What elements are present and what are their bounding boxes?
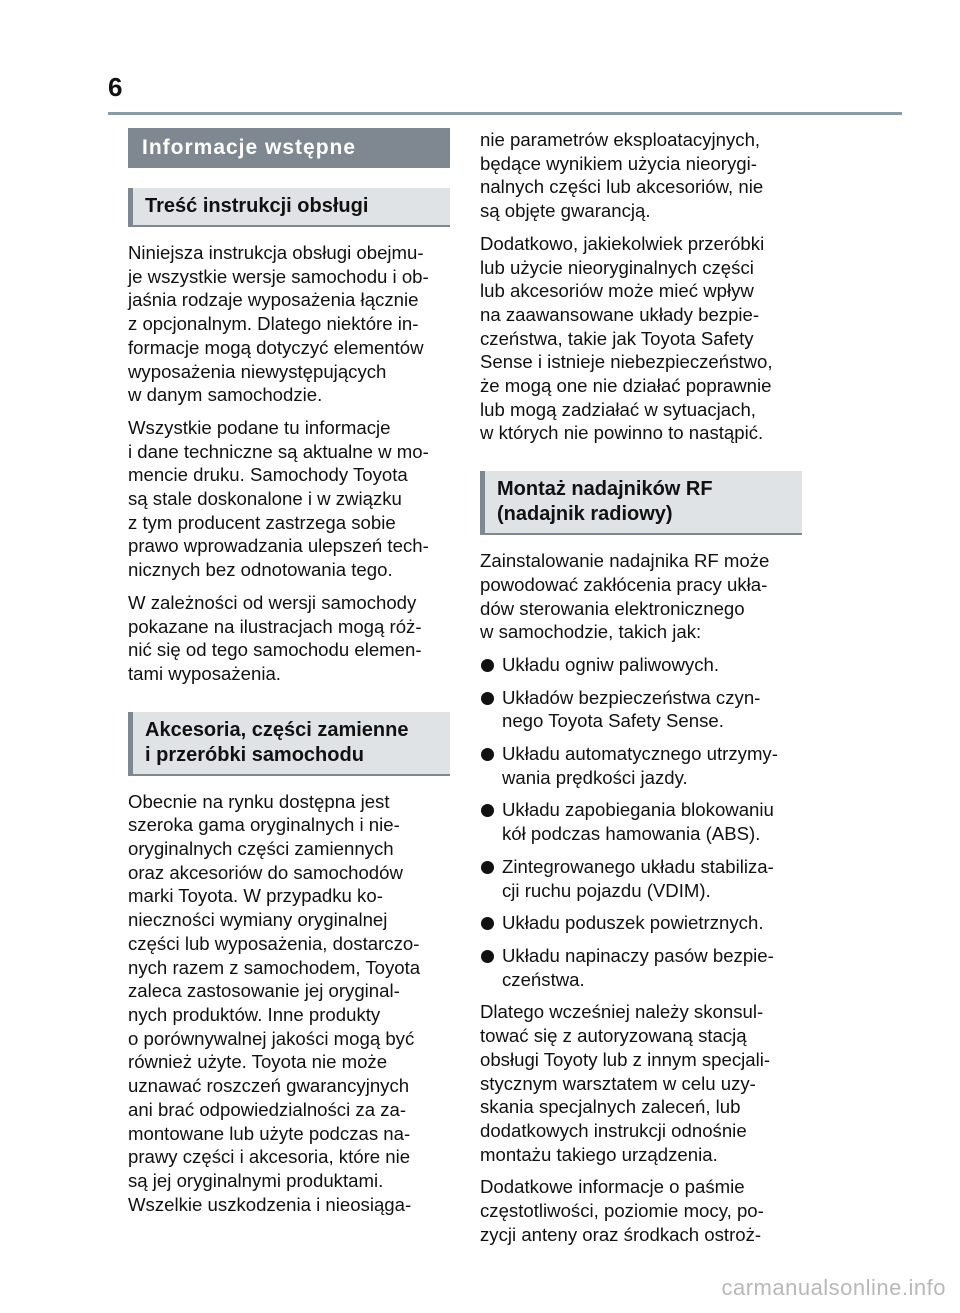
bullet-icon <box>481 861 494 874</box>
paragraph: Zainstalowanie nadajnika RF może powodować zakłócenia pracy ukła- dów sterowania elektronicznego w samochodzie, takich jak: <box>480 550 770 643</box>
page-number: 6 <box>108 72 123 102</box>
paragraph: Niniejsza instrukcja obsługi obejmu- je wszystkie wersje samochodu i ob- jaśnia rodzaje wyposażenia łącznie z opcjonalnym. Dlatego niektóre in- formacje mogą dotyczyć elementów wyposażenia niewystępujących w danym samochodzie. <box>128 242 429 406</box>
list-item: Układu zapobiegania blokowaniu kół podczas hamowania (ABS). <box>480 798 802 845</box>
section-heading-manual-content: Treść instrukcji obsługi <box>128 188 450 227</box>
left-column <box>128 128 450 1225</box>
paragraph: Obecnie na rynku dostępna jest szeroka gama oryginalnych i nie- oryginalnych części zamiennych oraz akcesoriów do samochodów marki Toyota. W przypadku ko- nieczności wymiany oryginalnej części lub wyposażenia, dostarczo- nych razem z samochodem, Toyota zaleca zastosowanie jej oryginal- nych produktów. Inne produkty o porównywalnej jakości mogą być również użyte. Toyota nie może uznawać roszczeń gwarancyjnych ani brać odpowiedzialności za za- montowane lub użyte podczas na- prawy części i akcesoria, które nie są jej oryginalnymi produktami. Wszelkie uszkodzenia i nieosiąga- <box>128 790 421 1215</box>
paragraph: Dodatkowe informacje o paśmie częstotliwości, poziomie mocy, po- zycji anteny oraz środkach ostroż- <box>480 1176 764 1245</box>
list-item: Układów bezpieczeństwa czyn- nego Toyota Safety Sense. <box>480 686 802 733</box>
bullet-icon <box>481 917 494 930</box>
paragraph: Dlatego wcześniej należy skonsul- tować się z autoryzowaną stacją obsługi Toyoty lub z innym specjali- stycznym warsztatem w celu uzy- skania specjalnych zaleceń, lub dodatkowych instrukcji odnośnie montażu takiego urządzenia. <box>480 1001 771 1165</box>
paragraph: nie parametrów eksploatacyjnych, będące wynikiem użycia nieorygi- nalnych części lub akcesoriów, nie są objęte gwarancją. <box>480 129 764 222</box>
bullet-icon <box>481 748 494 761</box>
bullet-icon <box>481 950 494 963</box>
chapter-heading: Informacje wstępne <box>128 128 450 168</box>
right-column <box>480 128 802 1255</box>
section-heading-accessories: Akcesoria, części zamienne i przeróbki samochodu <box>128 712 450 776</box>
list-item: Układu poduszek powietrznych. <box>480 911 802 935</box>
list-item: Układu ogniw paliwowych. <box>480 653 802 677</box>
watermark: carmanualsonline.info <box>721 1275 946 1300</box>
paragraph: W zależności od wersji samochody pokazane na ilustracjach mogą róż- nić się od tego samochodu elemen- tami wyposażenia. <box>128 591 422 684</box>
bullet-icon <box>481 804 494 817</box>
bullet-icon <box>481 659 494 672</box>
paragraph: Wszystkie podane tu informacje i dane techniczne są aktualne w mo- mencie druku. Samochody Toyota są stale doskonalone i w związku z tym producent zastrzega sobie prawo wprowadzania ulepszeń tech- nicznych bez odnotowania tego. <box>128 416 429 581</box>
bullet-icon <box>481 692 494 705</box>
header-rule <box>108 112 902 115</box>
paragraph: Dodatkowo, jakiekolwiek przeróbki lub użycie nieoryginalnych części lub akcesoriów może mieć wpływ na zaawansowane układy bezpie- czeństwa, takie jak Toyota Safety Sense i istnieje niebezpieczeństwo, że mogą one nie działać poprawnie lub mogą zadziałać w sytuacjach, w których nie powinno to nastąpić. <box>480 232 773 444</box>
bullet-list <box>480 653 802 991</box>
list-item: Zintegrowanego układu stabiliza- cji ruchu pojazdu (VDIM). <box>480 855 802 902</box>
list-item: Układu napinaczy pasów bezpie- czeństwa. <box>480 944 802 991</box>
list-item: Układu automatycznego utrzymy- wania prędkości jazdy. <box>480 742 802 789</box>
section-heading-rf-transmitters: Montaż nadajników RF (nadajnik radiowy) <box>480 471 802 535</box>
